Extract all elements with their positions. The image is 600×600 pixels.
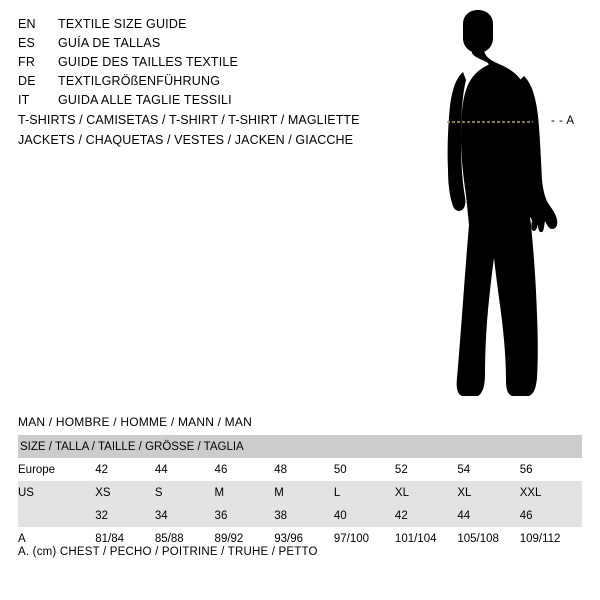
table-cell: 81/84: [95, 527, 155, 550]
table-cell: 56: [520, 458, 582, 481]
table-cell: XL: [457, 481, 519, 504]
table-cell: 50: [334, 458, 395, 481]
table-cell: 97/100: [334, 527, 395, 550]
row-label: Europe: [18, 458, 95, 481]
language-title: TEXTILGRÖßENFÜHRUNG: [58, 74, 221, 88]
table-cell: 46: [520, 504, 582, 527]
language-row: [18, 72, 378, 91]
table-cell: 105/108: [457, 527, 519, 550]
category-block: [18, 110, 418, 150]
table-row: [18, 481, 582, 504]
table-row: [18, 504, 582, 527]
table-cell: 44: [457, 504, 519, 527]
table-cell: 40: [334, 504, 395, 527]
table-cell: 89/92: [215, 527, 275, 550]
table-cell: XL: [395, 481, 457, 504]
language-row: [18, 53, 378, 72]
category-line-tshirts: T-SHIRTS / CAMISETAS / T-SHIRT / T-SHIRT / MAGLIETTE: [18, 113, 360, 127]
category-line-jackets: JACKETS / CHAQUETAS / VESTES / JACKEN / GIACCHE: [18, 133, 354, 147]
language-code: ES: [18, 36, 36, 50]
table-cell: 109/112: [520, 527, 582, 550]
language-code: DE: [18, 74, 36, 88]
language-title: GUIDE DES TAILLES TEXTILE: [58, 55, 239, 69]
table-row: [18, 458, 582, 481]
silhouette-svg: [400, 10, 600, 405]
table-cell: 85/88: [155, 527, 215, 550]
language-title: GUÍA DE TALLAS: [58, 36, 161, 50]
table-cell: 32: [95, 504, 155, 527]
language-header-block: [18, 15, 378, 110]
table-cell: XS: [95, 481, 155, 504]
table-cell: 34: [155, 504, 215, 527]
language-code: EN: [18, 17, 36, 31]
table-cell: L: [334, 481, 395, 504]
footnote-chest: A. (cm) CHEST / PECHO / POITRINE / TRUHE / PETTO: [18, 546, 318, 558]
table-cell: 54: [457, 458, 519, 481]
table-cell: 46: [215, 458, 275, 481]
table-cell: 44: [155, 458, 215, 481]
table-cell: M: [274, 481, 334, 504]
table-cell: 48: [274, 458, 334, 481]
table-header-row: [18, 435, 582, 458]
size-table-block: [18, 415, 582, 550]
table-cell: S: [155, 481, 215, 504]
row-label: [18, 504, 95, 527]
language-code: FR: [18, 55, 36, 69]
table-cell: 52: [395, 458, 457, 481]
table-header-label: SIZE / TALLA / TAILLE / GRÖSSE / TAGLIA: [18, 435, 582, 458]
language-row: [18, 91, 378, 110]
row-label: US: [18, 481, 95, 504]
table-cell: 38: [274, 504, 334, 527]
language-title: TEXTILE SIZE GUIDE: [58, 17, 187, 31]
male-silhouette-figure: [400, 10, 600, 405]
measure-label-a: - - A: [551, 115, 575, 127]
table-cell: 93/96: [274, 527, 334, 550]
language-row: [18, 34, 378, 53]
size-table: [18, 435, 582, 550]
language-row: [18, 15, 378, 34]
language-title: GUIDA ALLE TAGLIE TESSILI: [58, 93, 232, 107]
table-cell: XXL: [520, 481, 582, 504]
table-cell: 42: [95, 458, 155, 481]
table-title: MAN / HOMBRE / HOMME / MANN / MAN: [18, 415, 252, 429]
table-cell: M: [215, 481, 275, 504]
table-cell: 101/104: [395, 527, 457, 550]
row-label: A: [18, 527, 95, 550]
table-cell: 42: [395, 504, 457, 527]
table-cell: 36: [215, 504, 275, 527]
language-code: IT: [18, 93, 30, 107]
